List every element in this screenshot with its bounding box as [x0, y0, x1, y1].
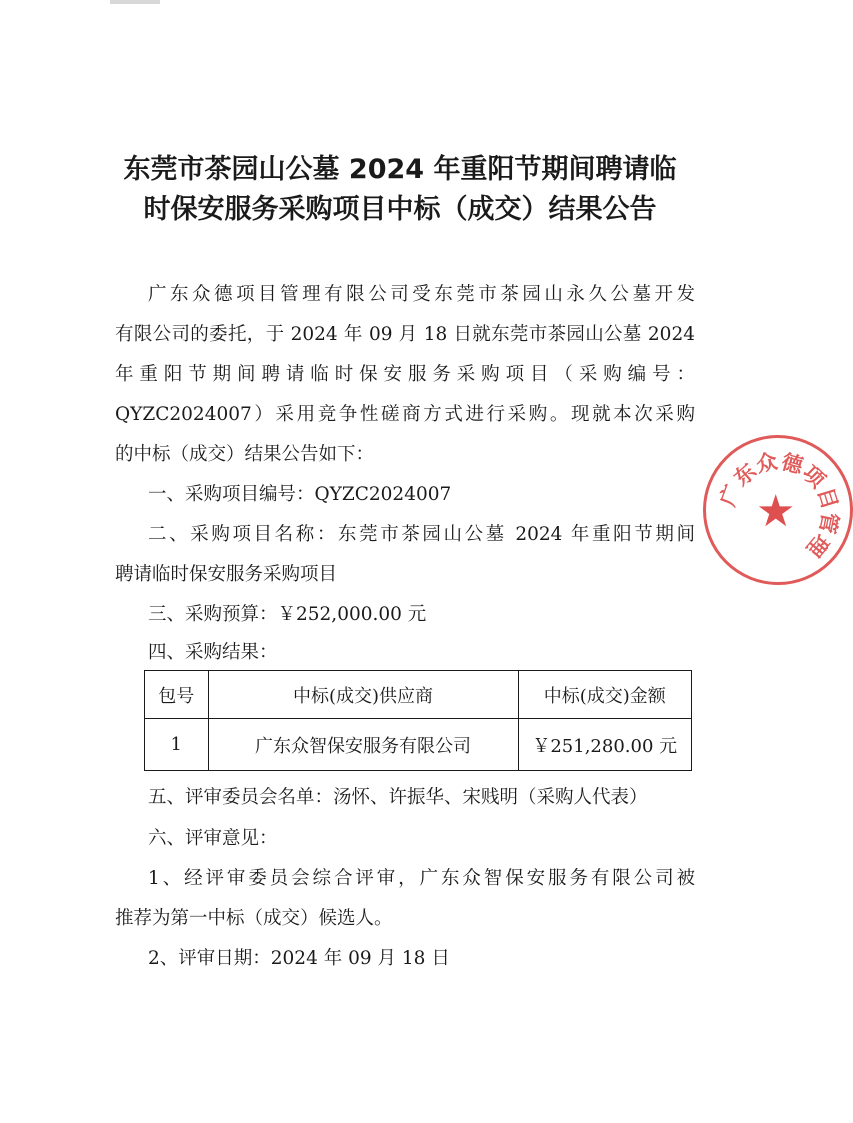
header-supplier: 中标(成交)供应商 [208, 671, 518, 719]
intro-line-4: QYZC2024007）采用竞争性磋商方式进行采购。现就本次采购 [115, 404, 695, 425]
scan-mark [110, 0, 160, 4]
seal-char: 众 [754, 449, 781, 478]
opinion-1-line-1: 1、经评审委员会综合评审，广东众智保安服务有限公司被 [148, 868, 695, 889]
table-header-row [145, 671, 692, 719]
result-heading: 四、采购结果： [148, 642, 278, 663]
project-number: 一、采购项目编号：QYZC2024007 [148, 484, 452, 505]
seal-char: 德 [778, 449, 806, 479]
seal-star-icon: ★ [756, 486, 796, 537]
document-title-line-2: 时保安服务采购项目中标（成交）结果公告 [143, 194, 657, 225]
intro-line-5: 的中标（成交）结果公告如下： [115, 444, 375, 465]
table-row [145, 719, 692, 771]
opinion-heading: 六、评审意见： [148, 828, 278, 849]
cell-package: 1 [145, 719, 209, 771]
seal-char: 目 [812, 484, 842, 512]
intro-line-3: 年重阳节期间聘请临时保安服务采购项目（采购编号： [115, 364, 695, 385]
budget: 三、采购预算：￥252,000.00 元 [148, 604, 427, 625]
project-name-line-2: 聘请临时保安服务采购项目 [115, 564, 338, 585]
result-table [144, 670, 692, 771]
intro-line-2: 有限公司的委托，于 2024 年 09 月 18 日就东莞市茶园山公墓 2024 [115, 324, 695, 345]
intro-line-1: 广东众德项目管理有限公司受东莞市茶园山永久公墓开发 [148, 284, 695, 305]
cell-amount: ￥251,280.00 元 [518, 719, 691, 771]
seal-char: 东 [728, 458, 761, 491]
cell-supplier: 广东众智保安服务有限公司 [208, 719, 518, 771]
document-title-line-1: 东莞市茶园山公墓 2024 年重阳节期间聘请临 [123, 154, 677, 185]
header-package: 包号 [145, 671, 209, 719]
seal-char: 广 [715, 481, 746, 510]
seal-char: 管 [814, 510, 843, 536]
project-name-line-1: 二、采购项目名称：东莞市茶园山公墓 2024 年重阳节期间 [148, 524, 695, 545]
opinion-2: 2、评审日期：2024 年 09 月 18 日 [148, 948, 450, 969]
seal-char: 项 [798, 460, 830, 493]
opinion-1-line-2: 推荐为第一中标（成交）候选人。 [115, 908, 393, 929]
header-amount: 中标(成交)金额 [518, 671, 691, 719]
seal-char: 理 [801, 530, 834, 562]
official-seal [703, 435, 853, 585]
committee: 五、评审委员会名单：汤怀、许振华、宋贱明（采购人代表） [148, 787, 648, 808]
